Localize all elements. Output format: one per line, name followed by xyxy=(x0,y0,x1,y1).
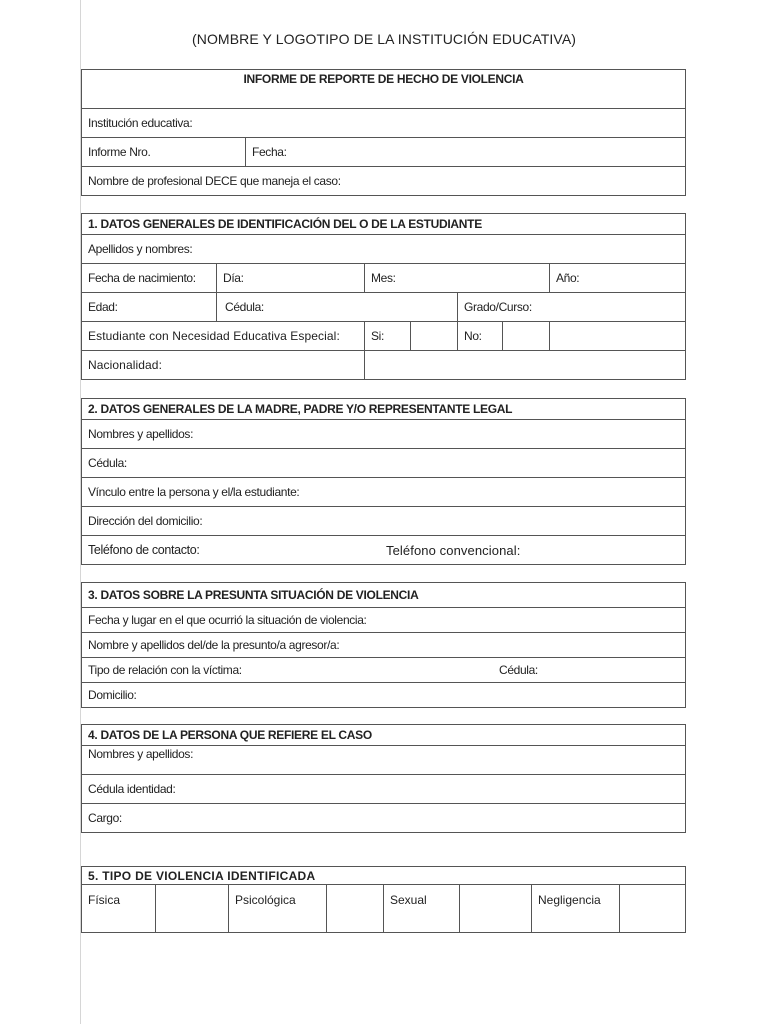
section5-title: 5. TIPO DE VIOLENCIA IDENTIFICADA xyxy=(82,867,686,885)
telefono-label: Teléfono de contacto: xyxy=(88,543,200,557)
no-label: No: xyxy=(458,322,503,351)
no-checkbox[interactable] xyxy=(503,322,550,351)
institucion-field[interactable]: Institución educativa: xyxy=(82,109,686,138)
relacion-label: Tipo de relación con la víctima: xyxy=(88,663,242,677)
nacionalidad-label: Nacionalidad: xyxy=(82,351,365,380)
apellidos-field[interactable]: Apellidos y nombres: xyxy=(82,235,686,264)
telefono-conv-label: Teléfono convencional: xyxy=(386,543,521,558)
nee-extra-cell xyxy=(550,322,686,351)
si-checkbox[interactable] xyxy=(411,322,458,351)
fisica-label: Física xyxy=(82,885,156,933)
cedula-field[interactable]: Cédula: xyxy=(217,293,458,322)
telefono-row[interactable] xyxy=(82,536,686,565)
relacion-row[interactable] xyxy=(82,658,686,683)
domicilio-field[interactable]: Domicilio: xyxy=(82,683,686,708)
fisica-checkbox[interactable] xyxy=(156,885,229,933)
edad-field[interactable]: Edad: xyxy=(82,293,217,322)
mes-field[interactable]: Mes: xyxy=(365,264,550,293)
section1-title: 1. DATOS GENERALES DE IDENTIFICACIÓN DEL O DE LA ESTUDIANTE xyxy=(82,214,686,235)
cargo-field[interactable]: Cargo: xyxy=(82,804,686,833)
refiere-nombres-field[interactable]: Nombres y apellidos: xyxy=(82,746,686,775)
nacionalidad-input[interactable] xyxy=(365,351,686,380)
psicologica-label: Psicológica xyxy=(229,885,327,933)
section2-table xyxy=(81,398,686,565)
profesional-field[interactable]: Nombre de profesional DECE que maneja el caso: xyxy=(82,167,686,196)
section3-table xyxy=(81,582,686,708)
refiere-cedula-field[interactable]: Cédula identidad: xyxy=(82,775,686,804)
section5-table xyxy=(81,866,686,933)
psicologica-checkbox[interactable] xyxy=(327,885,384,933)
negligencia-checkbox[interactable] xyxy=(620,885,686,933)
section4-table xyxy=(81,724,686,833)
report-header-table xyxy=(81,69,686,196)
section1-table xyxy=(81,213,686,380)
sexual-checkbox[interactable] xyxy=(460,885,532,933)
rep-nombres-field[interactable]: Nombres y apellidos: xyxy=(82,420,686,449)
fecha-field[interactable]: Fecha: xyxy=(246,138,686,167)
dia-field[interactable]: Día: xyxy=(217,264,365,293)
report-title: INFORME DE REPORTE DE HECHO DE VIOLENCIA xyxy=(82,70,686,109)
nee-label: Estudiante con Necesidad Educativa Especial: xyxy=(82,322,365,351)
sexual-label: Sexual xyxy=(384,885,460,933)
section4-title: 4. DATOS DE LA PERSONA QUE REFIERE EL CASO xyxy=(82,725,686,746)
fecha-nacimiento-label: Fecha de nacimiento: xyxy=(82,264,217,293)
fecha-lugar-field[interactable]: Fecha y lugar en el que ocurrió la situación de violencia: xyxy=(82,608,686,633)
vinculo-field[interactable]: Vínculo entre la persona y el/la estudiante: xyxy=(82,478,686,507)
direccion-field[interactable]: Dirección del domicilio: xyxy=(82,507,686,536)
agresor-field[interactable]: Nombre y apellidos del/de la presunto/a agresor/a: xyxy=(82,633,686,658)
informe-nro-field[interactable]: Informe Nro. xyxy=(82,138,246,167)
anio-field[interactable]: Año: xyxy=(550,264,686,293)
grado-field[interactable]: Grado/Curso: xyxy=(458,293,686,322)
institution-header: (NOMBRE Y LOGOTIPO DE LA INSTITUCIÓN EDUCATIVA) xyxy=(191,31,577,47)
si-label: Si: xyxy=(365,322,411,351)
section2-title: 2. DATOS GENERALES DE LA MADRE, PADRE Y/O REPRESENTANTE LEGAL xyxy=(82,399,686,420)
rep-cedula-field[interactable]: Cédula: xyxy=(82,449,686,478)
negligencia-label: Negligencia xyxy=(532,885,620,933)
section3-title: 3. DATOS SOBRE LA PRESUNTA SITUACIÓN DE VIOLENCIA xyxy=(82,583,686,608)
agresor-cedula-label: Cédula: xyxy=(499,663,538,677)
